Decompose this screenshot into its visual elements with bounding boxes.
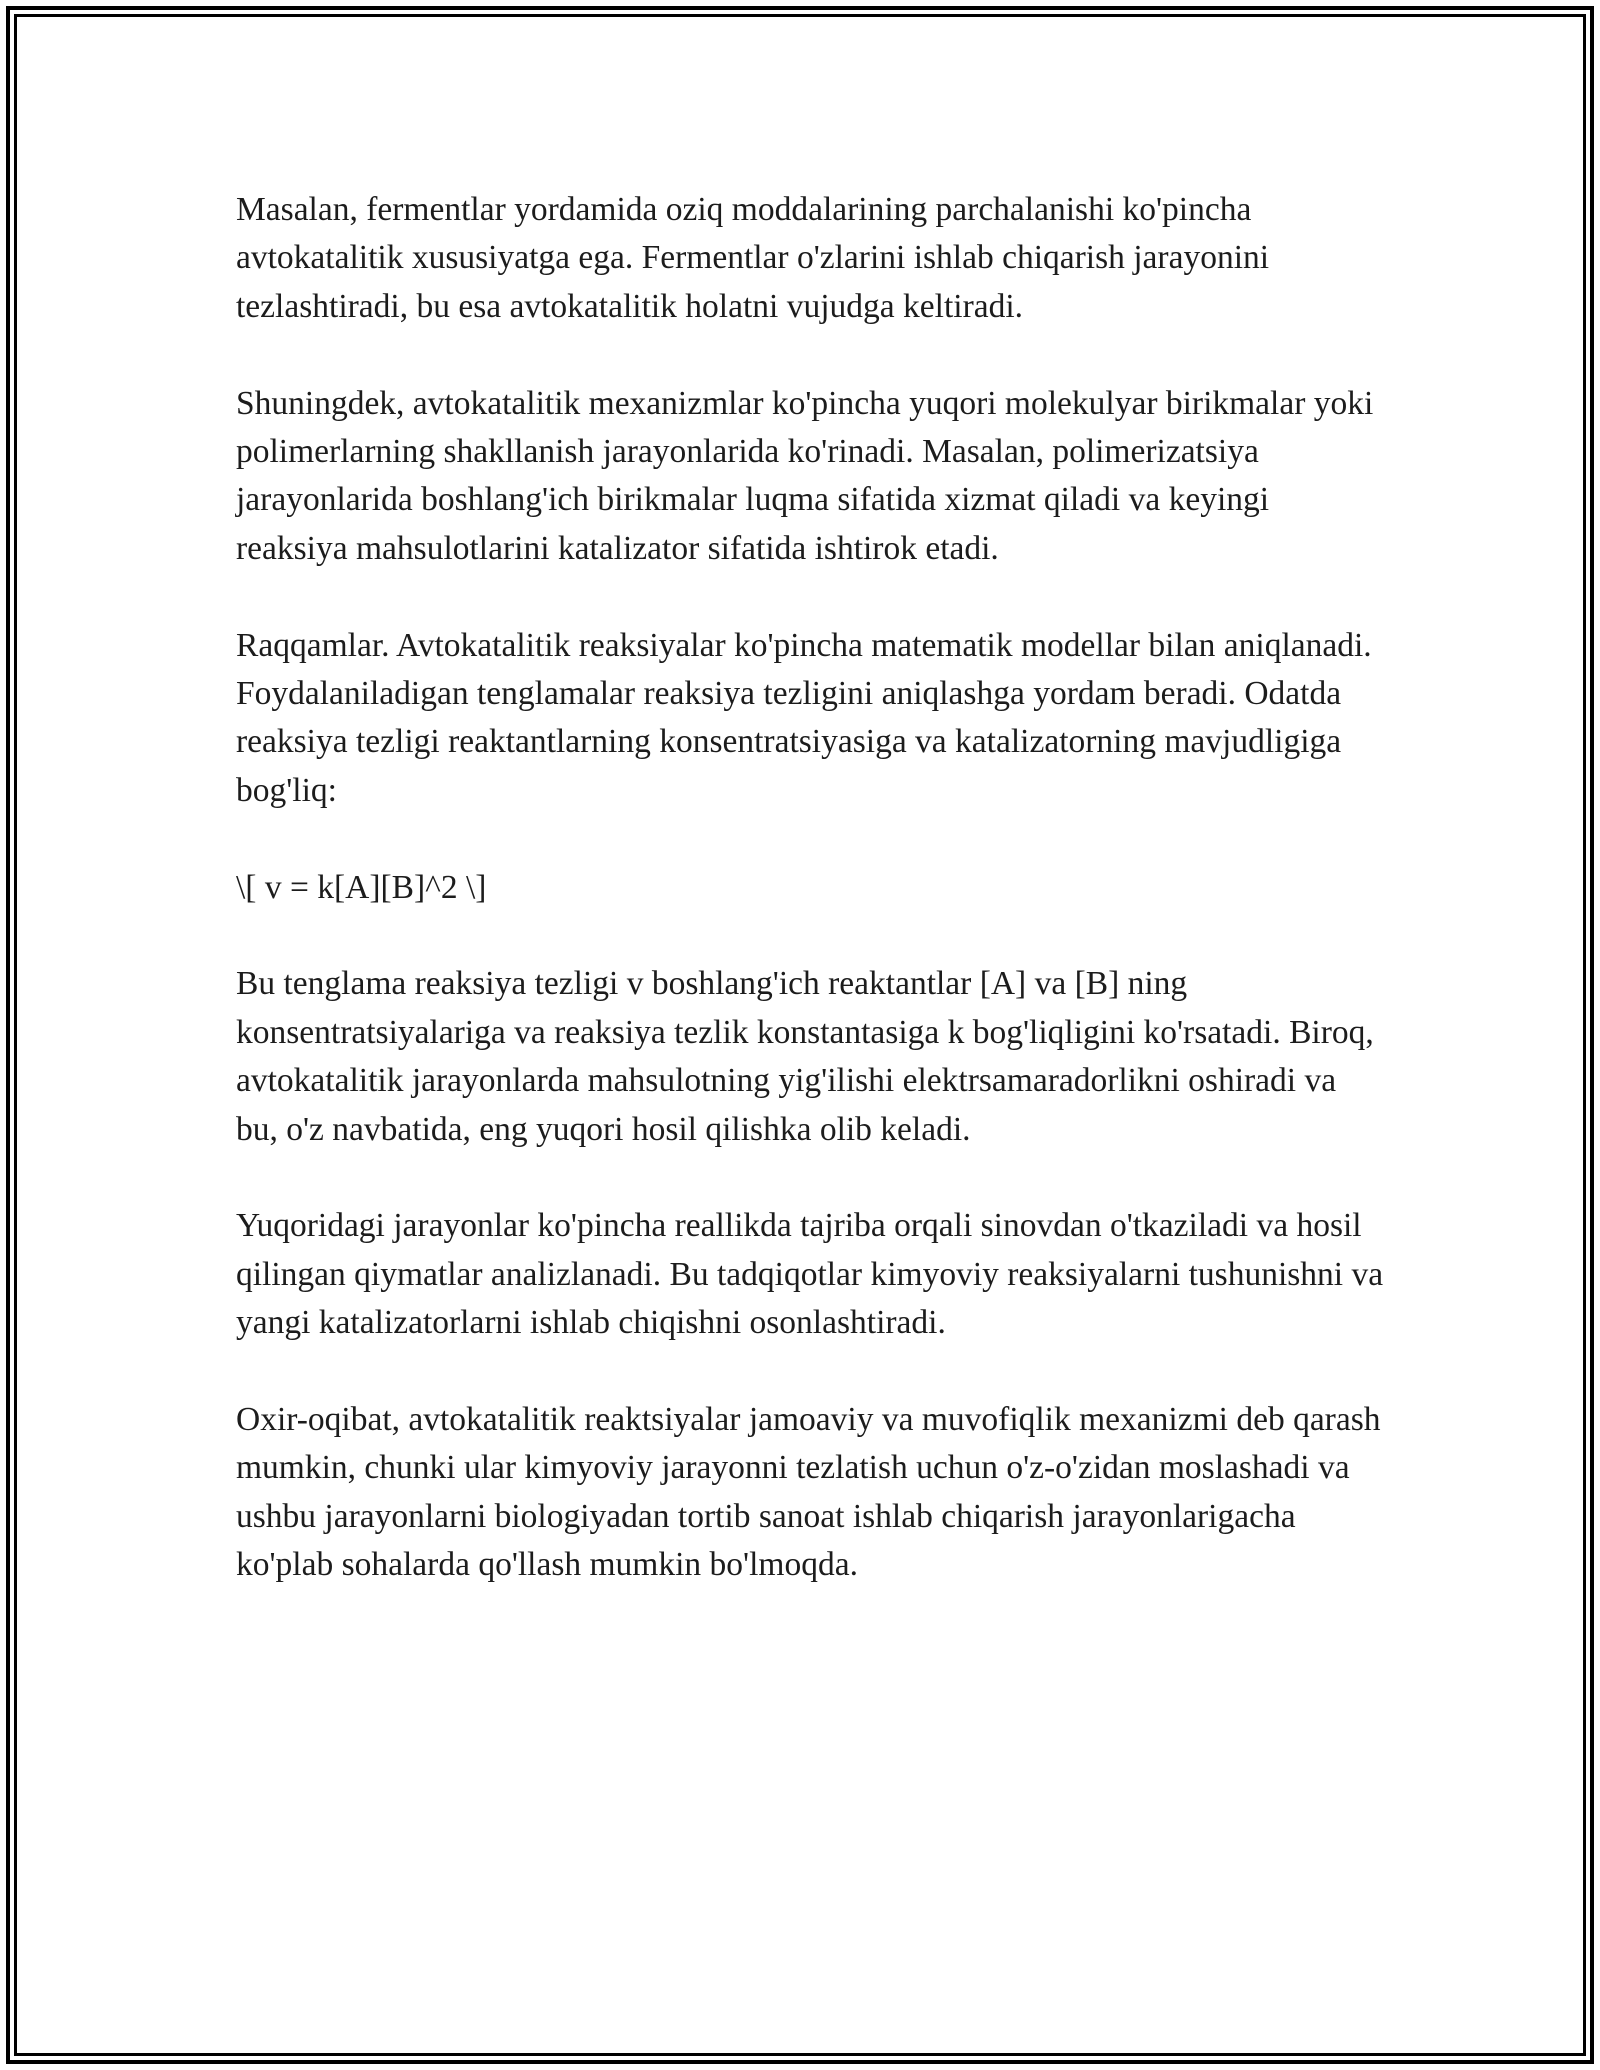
paragraph-tajriba: Yuqoridagi jarayonlar ko'pincha reallikda tajriba orqali sinovdan o'tkaziladi va hosil qilingan qiymatlar analizlanadi. Bu tadqiqotlar kimyoviy reaksiyalarni tushunishni va yangi katalizatorlarni ishlab chiqishni osonlashtiradi.: [236, 1207, 1384, 1342]
document-body: [236, 186, 1386, 1638]
paragraph-tenglama-izohi: Bu tenglama reaksiya tezligi v boshlang'ich reaktantlar [A] va [B] ning konsentratsiyalariga va reaksiya tezlik konstantasiga k bog'liqligini ko'rsatadi. Biroq, avtokatalitik jarayonlarda mahsulotning yig'ilishi elektrsamaradorlikni oshiradi va bu, o'z navbatida, eng yuqori hosil qilishka olib keladi.: [236, 965, 1374, 1148]
equation-rate-law: \[ v = k[A][B]^2 \]: [236, 868, 487, 906]
paragraph-xulosa: Oxir-oqibat, avtokatalitik reaktsiyalar jamoaviy va muvofiqlik mexanizmi deb qarash mumkin, chunki ular kimyoviy jarayonni tezlatish uchun o'z-o'zidan moslashadi va ushbu jarayonlarni biologiyadan tortib sanoat ishlab chiqarish jarayonlarigacha ko'plab sohalarda qo'llash mumkin bo'lmoqda.: [236, 1401, 1381, 1584]
paragraph-polimerlar: Shuningdek, avtokatalitik mexanizmlar ko'pincha yuqori molekulyar birikmalar yoki polimerlarning shakllanish jarayonlarida ko'rinadi. Masalan, polimerizatsiya jarayonlarida boshlang'ich birikmalar luqma sifatida xizmat qiladi va keyingi reaksiya mahsulotlarini katalizator sifatida ishtirok etadi.: [236, 384, 1374, 567]
paragraph-raqqamlar: Raqqamlar. Avtokatalitik reaksiyalar ko'pincha matematik modellar bilan aniqlanadi. Foydalaniladigan tenglamalar reaksiya tezligini aniqlashga yordam beradi. Odatda reaksiya tezligi reaktantlarning konsentratsiyasiga va katalizatorning mavjudligiga bog'liq:: [236, 626, 1372, 809]
paragraph-fermentlar: Masalan, fermentlar yordamida oziq moddalarining parchalanishi ko'pincha avtokatalitik xususiyatga ega. Fermentlar o'zlarini ishlab chiqarish jarayonini tezlashtiradi, bu esa avtokatalitik holatni vujudga keltiradi.: [236, 191, 1270, 325]
